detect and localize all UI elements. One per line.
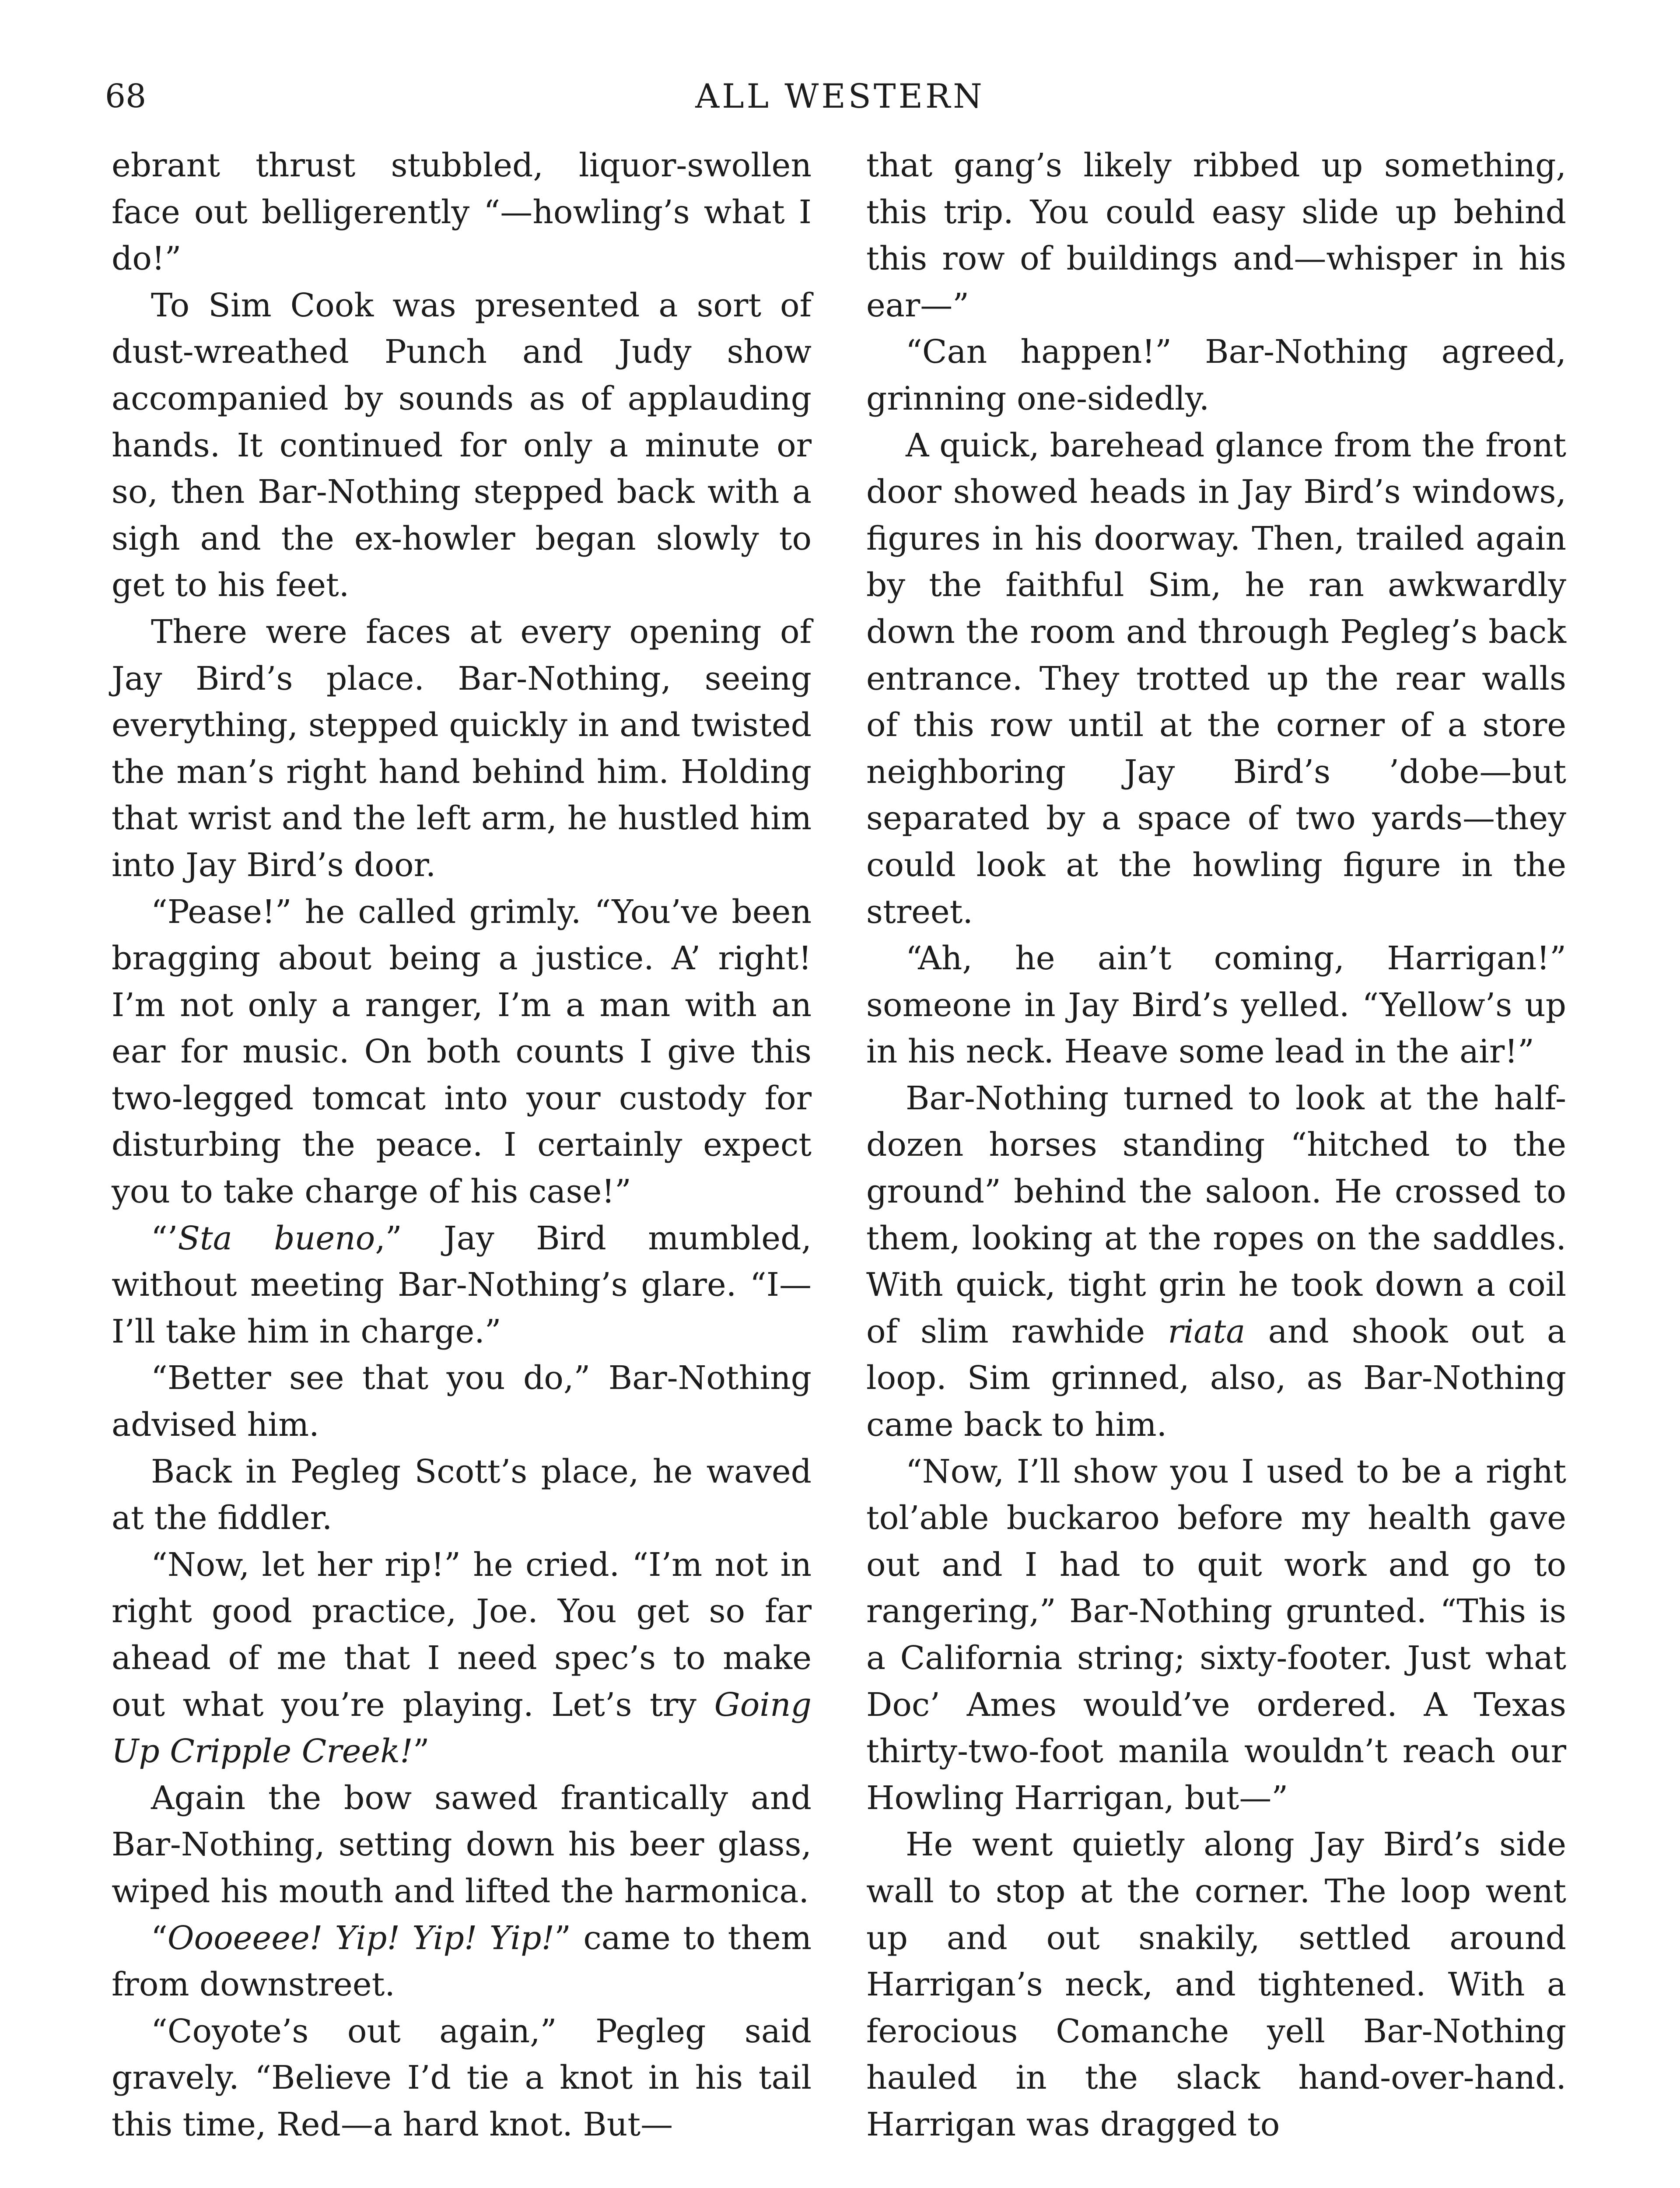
paragraph: He went quietly along Jay Bird’s side wall to stop at the corner. The loop went up and out snakily, settled around Harrigan’s neck, and tightened. With a ferocious Comanche yell Bar-Nothing hauled in the slack hand-over-hand. Harrigan was dragged to [866, 1826, 1566, 2143]
paragraph: A quick, barehead glance from the front door showed heads in Jay Bird’s windows, figures in his doorway. Then, trailed again by the faithful Sim, he ran awkwardly down the room and through Pegleg’s back entrance. They trotted up the rear walls of this row until at the corner of a store neighboring Jay Bird’s ’dobe—but separated by a space of two yards—they could look at the howling figure in the street. [866, 426, 1566, 931]
paragraph: “Ah, he ain’t coming, Harrigan!” someone in Jay Bird’s yelled. “Yellow’s up in his neck. Heave some lead in the air!” [866, 940, 1566, 1071]
paragraph: “’Sta bueno,” Jay Bird mumbled, without meeting Bar-Nothing’s glare. “I—I’ll take him in charge.” [112, 1219, 812, 1350]
paragraph: ebrant thrust stubbled, liquor-swollen face out belligerently “—howling’s what I do!” [112, 147, 812, 278]
page-header [105, 70, 1575, 123]
paragraph: “Now, I’ll show you I used to be a right tol’able buckaroo before my health gave out and I had to quit work and go to rangering,” Bar-Nothing grunted. “This is a California string; sixty-footer. Just what Doc’ Ames would’ve ordered. A Texas thirty-two-foot manila wouldn’t reach our Howling Harrigan, but—” [866, 1452, 1566, 1817]
paragraph: that gang’s likely ribbed up something, this trip. You could easy slide up behind this row of buildings and—whisper in his ear—” [866, 147, 1566, 324]
paragraph: “Better see that you do,” Bar-Nothing advised him. [112, 1359, 812, 1444]
paragraph: “Pease!” he called grimly. “You’ve been bragging about being a justice. A’ right! I’m not only a ranger, I’m a man with an ear for music. On both counts I give this two-legged tomcat into your custody for disturbing the peace. I certainly expect you to take charge of his case!” [112, 893, 812, 1211]
paragraph: “Oooeeee! Yip! Yip! Yip!” came to them from downstreet. [112, 1919, 812, 2004]
page-number: 68 [105, 77, 147, 115]
paragraph: “Now, let her rip!” he cried. “I’m not in right good practice, Joe. You get so far ahead of me that I need spec’s to make out what you’re playing. Let’s try Going Up Cripple Creek!” [112, 1546, 812, 1771]
paragraph: “Coyote’s out again,” Pegleg said gravely. “Believe I’d tie a knot in his tail this time, Red—a hard knot. But— [112, 2012, 812, 2143]
paragraph: “Can happen!” Bar-Nothing agreed, grinning one-sidedly. [866, 333, 1566, 417]
paragraph: To Sim Cook was presented a sort of dust-wreathed Punch and Judy show accompanied by sounds as of applauding hands. It continued for only a minute or so, then Bar-Nothing stepped back with a sigh and the ex-howler began slowly to get to his feet. [112, 286, 812, 604]
paragraph: Bar-Nothing turned to look at the half-dozen horses standing “hitched to the ground” behind the saloon. He crossed to them, looking at the ropes on the saddles. With quick, tight grin he took down a coil of slim rawhide riata and shook out a loop. Sim grinned, also, as Bar-Nothing came back to him. [866, 1079, 1566, 1444]
paragraph: Again the bow sawed frantically and Bar-Nothing, setting down his beer glass, wiped his mouth and lifted the harmonica. [112, 1779, 812, 1910]
running-title: ALL WESTERN [695, 77, 985, 116]
paragraph: There were faces at every opening of Jay Bird’s place. Bar-Nothing, seeing everything, stepped quickly in and twisted the man’s right hand behind him. Holding that wrist and the left arm, he hustled him into Jay Bird’s door. [112, 613, 812, 884]
left-column [112, 142, 812, 2148]
paragraph: Back in Pegleg Scott’s place, he waved at the fiddler. [112, 1452, 812, 1537]
right-column [866, 142, 1566, 2148]
